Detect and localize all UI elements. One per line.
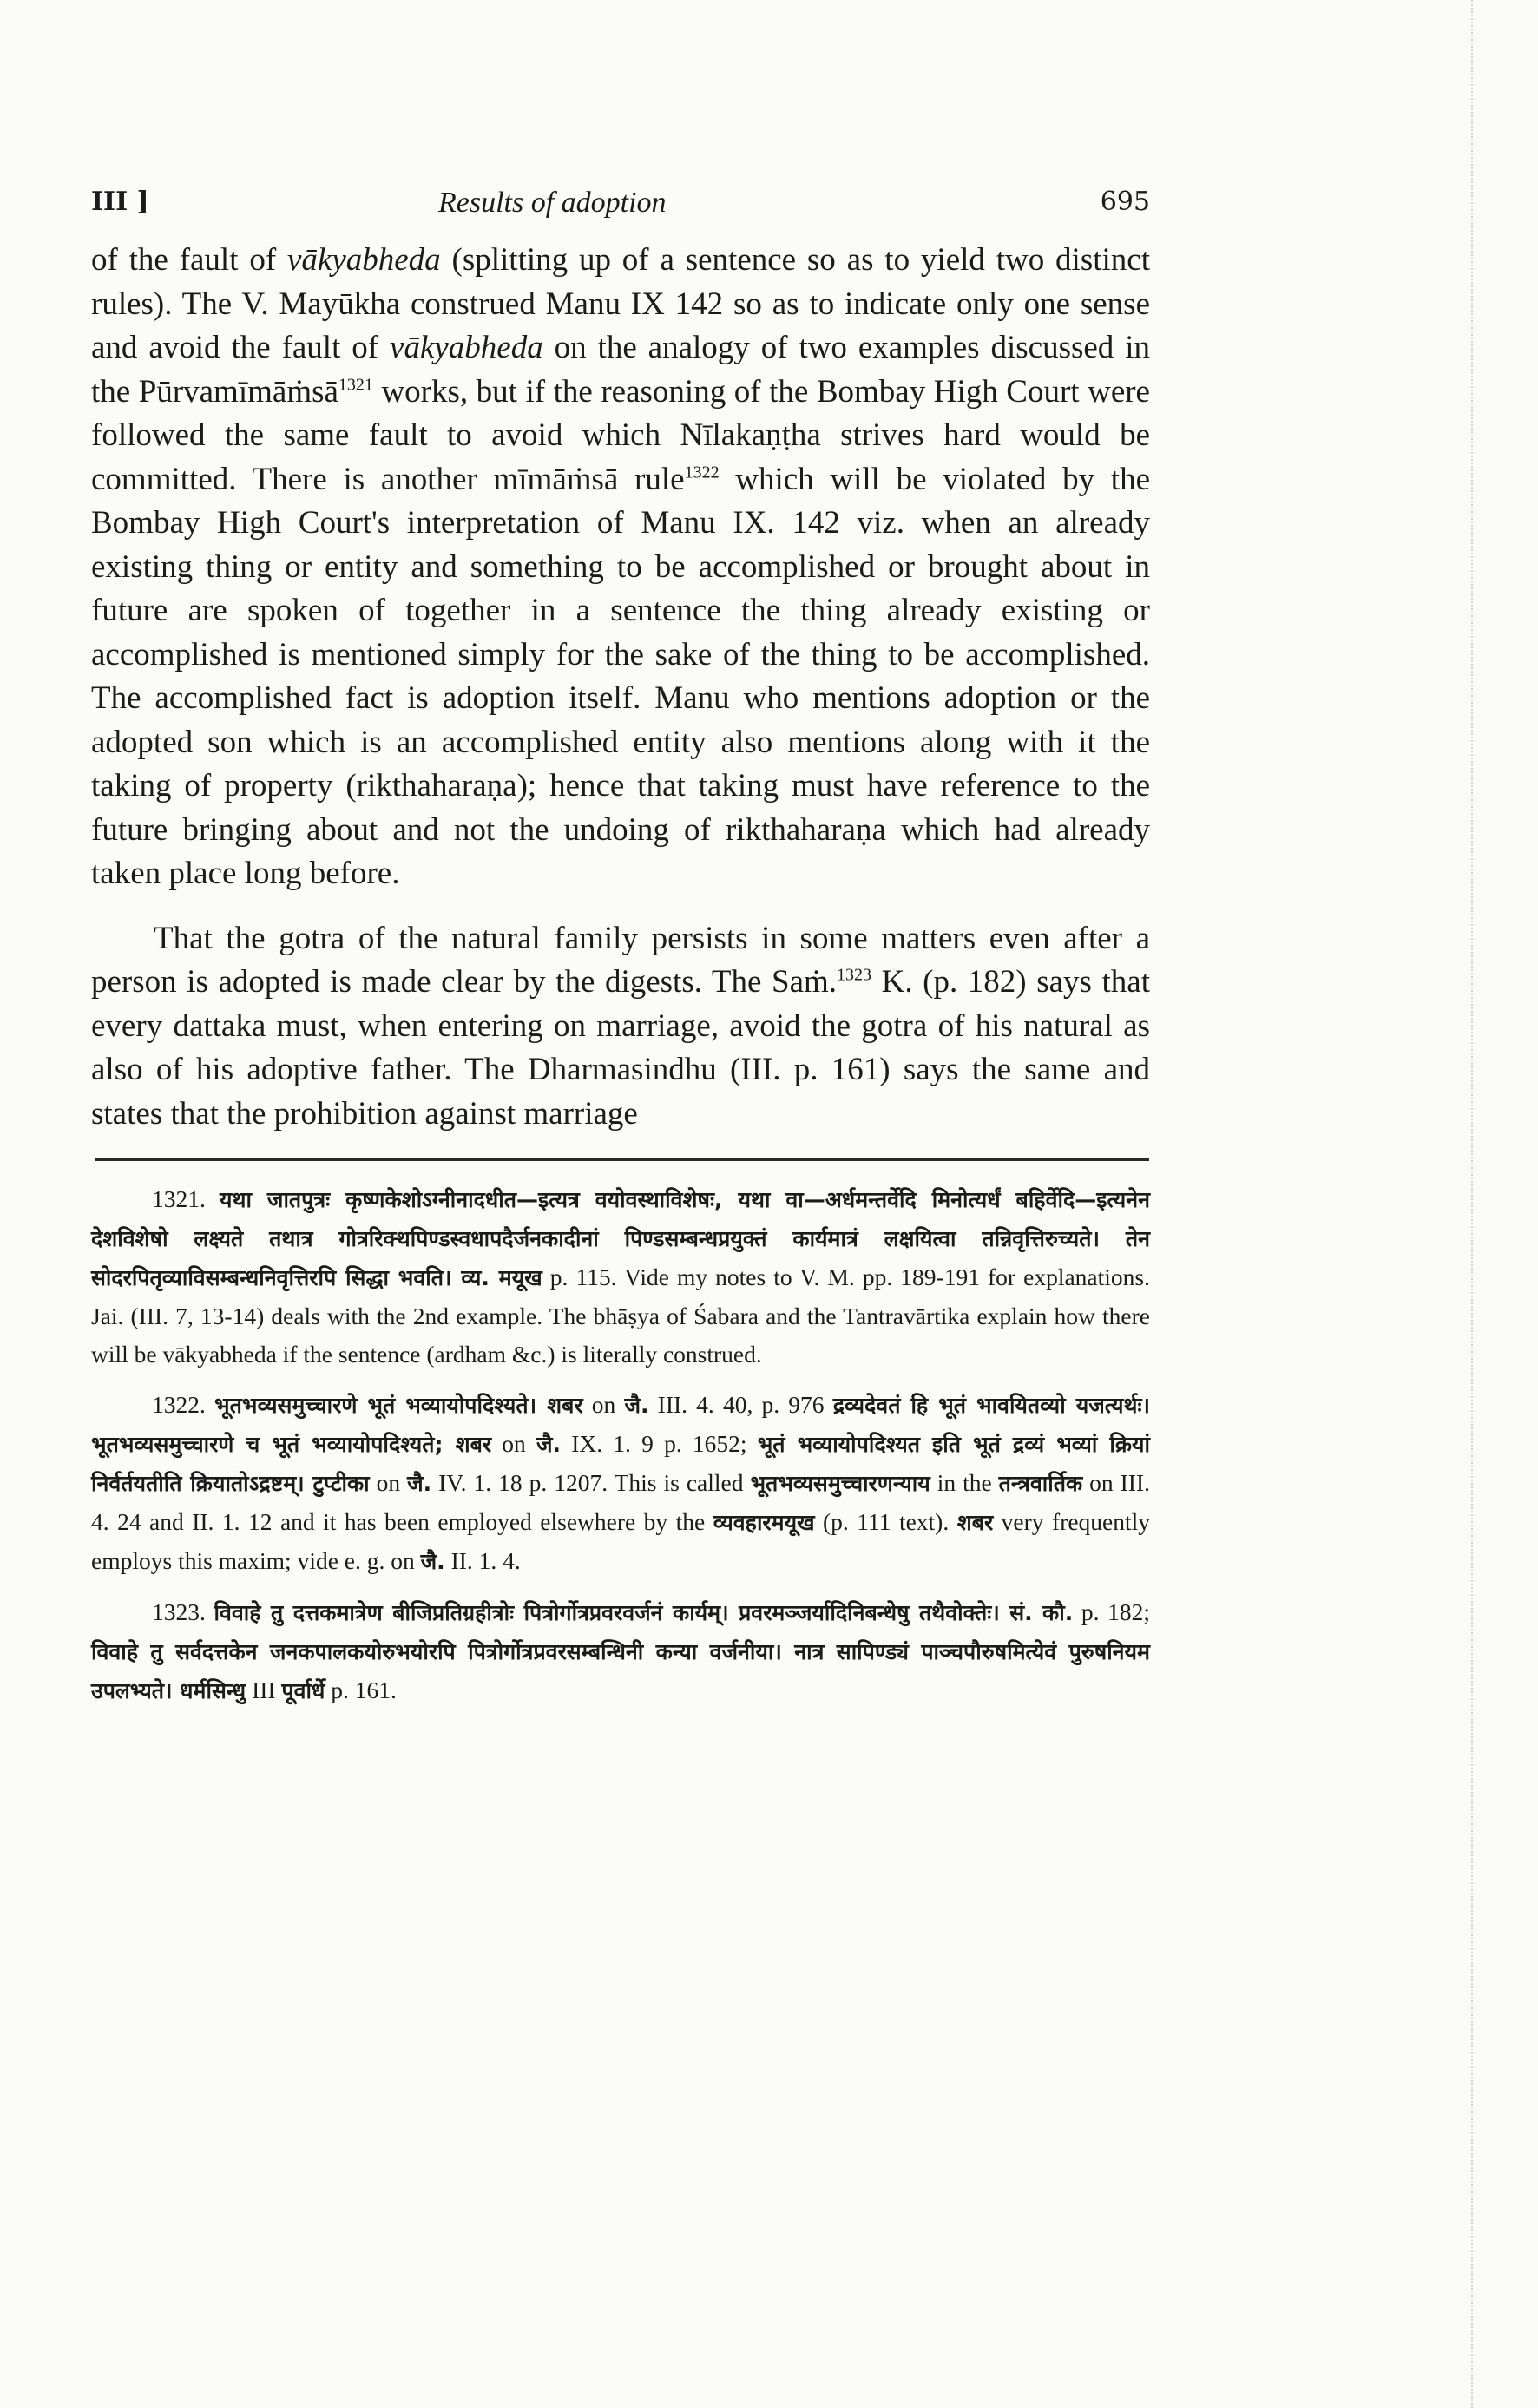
text: (splitting up of a sentence so as to yield two distinct rules). The V. Mayūkha construed Manu IX 142 so as to indicate only one sense and avoid the fault of [91, 242, 1150, 365]
text: which will be violated by the Bombay High Court's interpretation of Manu IX. 142 viz. when an already existing thing or entity and something to be accomplished or brought about in future are spoken of together in a sentence the thing already existing or accomplished is mentioned simply for the sake of the thing to be accomplished. The accomplished fact is adoption itself. Manu who mentions adoption or the adopted son which is an accomplished entity also mentions along with it the taking of property (rikthaharaṇa); hence that taking must have reference to the future bringing about and not the undoing of rikthaharaṇa which had already taken place long before. [91, 461, 1150, 891]
sanskrit-text: व्यवहारमयूख [713, 1510, 815, 1535]
text: III [246, 1676, 282, 1703]
text: of the fault of [91, 242, 287, 278]
sanskrit-text: तन्त्रवार्तिक [998, 1471, 1083, 1496]
text: on [491, 1430, 536, 1457]
sanskrit-text: जै. [536, 1432, 562, 1457]
italic-term: vākyabheda [390, 330, 543, 365]
footnote-ref-1321: 1321 [338, 375, 373, 395]
sanskrit-text: भूतभव्यसमुच्चारणन्याय [750, 1471, 930, 1496]
running-header [91, 187, 1150, 239]
text: in the [930, 1469, 999, 1496]
text: IX. 1. 9 p. 1652; [561, 1430, 758, 1457]
footnotes [91, 1180, 1150, 1710]
page-number: 695 [1100, 187, 1150, 217]
book-page [91, 187, 1150, 1722]
paragraph-2 [91, 917, 1150, 1137]
sanskrit-text: यथा जातपुत्रः कृष्णकेशोऽग्नीनादधीत—इत्यत्र वयोवस्थाविशेषः, यथा वा—अर्धमन्तर्वेदि मिनोत्यर्धं बहिर्वेदि—इत्यनेन देशविशेषो लक्ष्यते तथात्र गोत्ररिक्थपिण्डस्वधापदैर्जनकादीनां पिण्डसम्बन्धप्रयुक्तं कार्यमात्रं लक्षयित्वा तन्निवृत्तिरुच्यते। तेन सोदरपितृव्याविसम्बन्धनिवृत्तिरपि सिद्धा भवति। व्य. मयूख [91, 1187, 1151, 1290]
text: on the analogy of two examples discussed in the Pūrvamīmāṁsā [91, 330, 1150, 410]
sanskrit-text: विवाहे तु दत्तकमात्रेण बीजिप्रतिग्रहीत्रोः पित्रोर्गोत्रप्रवरवर्जनं कार्यम्। प्रवरमञ्जर्यादिनिबन्धेषु तथैवोक्तेः। सं. कौ. [214, 1600, 1074, 1625]
text: III. 4. 40, p. 976 [648, 1391, 833, 1418]
section-number: III ] [91, 187, 149, 217]
footnote-1322 [91, 1386, 1150, 1581]
text: That the gotra of the natural family persists in some matters even after a person is adopted is made clear by the digests. The Saṁ. [91, 920, 1150, 1000]
footnote-1323 [91, 1593, 1150, 1710]
italic-term: vākyabheda [286, 242, 441, 278]
text: on III. 4. 24 and II. 1. 12 and it has been employed elsewhere by the [91, 1469, 1150, 1535]
sanskrit-text: जै. [407, 1471, 432, 1496]
footnote-ref-1323: 1323 [837, 965, 872, 985]
text: II. 1. 4. [444, 1547, 521, 1574]
text: on [582, 1391, 625, 1418]
sanskrit-text: द्रव्यदेवतं हि भूतं भावयितव्यो यजत्यर्थः। भूतभव्यसमुच्चारणे च भूतं भव्यायोपदिश्यते; शबर [91, 1393, 1150, 1457]
text: K. (p. 182) says that every dattaka must, when entering on marriage, avoid the gotra of his natural as also of his adoptive father. The Dharmasindhu (III. p. 161) says the same and states that the prohibition against marriage [91, 964, 1150, 1132]
text: very frequently employs this maxim; vide e. g. on [91, 1508, 1151, 1574]
main-text [91, 239, 1150, 1136]
text: p. 182; [1073, 1598, 1151, 1625]
footnote-number: 1321. [152, 1185, 206, 1212]
sanskrit-text: भूतभव्यसमुच्चारणे भूतं भव्यायोपदिश्यते। शबर [214, 1393, 583, 1418]
text: IV. 1. 18 p. 1207. This is called [431, 1469, 751, 1496]
footnote-number: 1323. [152, 1598, 206, 1625]
text: p. 161. [325, 1676, 397, 1703]
page-edge-line [1471, 0, 1473, 2408]
sanskrit-text: शबर [956, 1510, 994, 1535]
text: works, but if the reasoning of the Bombay High Court were followed the same fault to avoid which Nīlakaṇṭha strives hard would be committed. There is another mīmāṁsā rule [91, 373, 1150, 497]
text: on [369, 1469, 408, 1496]
footnote-separator [95, 1158, 1149, 1161]
sanskrit-text: पूर्वार्धे [281, 1678, 325, 1703]
footnote-ref-1322: 1322 [684, 463, 720, 482]
paragraph-1 [91, 239, 1150, 896]
text: p. 115. Vide my notes to V. M. pp. 189-191 for explanations. Jai. (III. 7, 13-14) deals with the 2nd example. The bhāṣya of Śabara and the Tantravārtika explain how there will be vākyabheda if the sentence (ardham &c.) is literally construed. [91, 1263, 1150, 1368]
running-title: Results of adoption [438, 187, 667, 219]
sanskrit-text: भूतं भव्यायोपदिश्यत इति भूतं द्रव्यं भव्यां क्रियां निर्वर्तयतीति क्रियातोऽद्रष्टम्। टुप्टीका [91, 1432, 1150, 1496]
sanskrit-text: जै. [420, 1549, 445, 1574]
sanskrit-text: जै. [624, 1393, 649, 1418]
sanskrit-text: विवाहे तु सर्वदत्तकेन जनकपालकयोरुभयोरपि पित्रोर्गोत्रप्रवरसम्बन्धिनी कन्या वर्जनीया। नात्र सापिण्ड्यं पाञ्चपौरुषमित्येवं पुरुषनियम उपलभ्यते। धर्मसिन्धु [91, 1639, 1150, 1703]
footnote-1321 [91, 1180, 1150, 1374]
footnote-number: 1322. [152, 1391, 206, 1418]
text: (p. 111 text). [814, 1508, 957, 1535]
